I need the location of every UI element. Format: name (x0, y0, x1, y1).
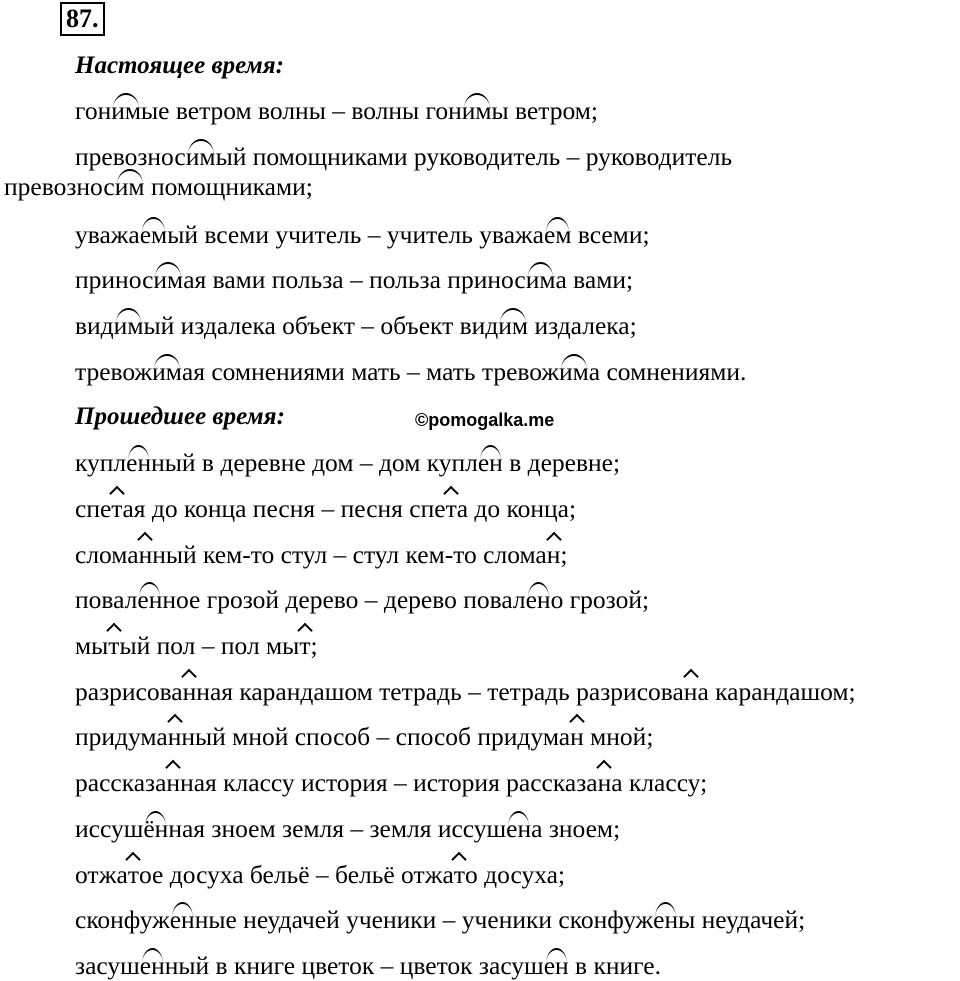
suffix-mark: т (108, 631, 120, 660)
suffix-mark: им (185, 142, 216, 171)
suffix-mark: им (111, 96, 142, 125)
suffix-mark: ен (139, 951, 165, 980)
suffix-mark: н (546, 540, 561, 569)
present-line: уважаемый всеми учитель – учитель уважаем всеми; (75, 220, 650, 249)
suffix-mark: им (113, 311, 144, 340)
present-line: гонимые ветром волны – волны гонимы ветром; (75, 96, 598, 125)
suffix-mark: ен (169, 905, 195, 934)
suffix-mark: ен (506, 814, 532, 843)
present-line: видимый издалека объект – объект видим издалека; (75, 311, 637, 340)
suffix-mark: ен (525, 585, 551, 614)
past-line: рассказанная классу история – история рассказана классу; (75, 768, 708, 797)
suffix-mark: т (453, 860, 466, 889)
suffix-mark: т (299, 631, 311, 660)
suffix-mark: н (167, 722, 182, 751)
suffix-mark: им (525, 265, 556, 294)
past-tense-heading: Прошедшее время: (75, 403, 285, 430)
suffix-mark: им (559, 357, 589, 386)
suffix-mark: им (498, 311, 529, 340)
suffix-mark: н (182, 677, 197, 706)
past-line: купленный в деревне дом – дом куплен в деревне; (75, 448, 621, 477)
past-line: придуманный мной способ – способ придуман мной; (75, 722, 654, 751)
present-tense-heading: Настоящее время: (75, 52, 284, 79)
present-line-continuation: превозносим помощниками; (4, 172, 313, 201)
suffix-mark: ен (653, 905, 679, 934)
suffix-mark: т (445, 494, 457, 523)
suffix-mark: н (166, 768, 181, 797)
past-line: спетая до конца песня – песня спета до конца; (75, 494, 577, 523)
present-line: приносимая вами польза – польза приносима вами; (75, 265, 634, 294)
suffix-mark: им (461, 96, 492, 125)
suffix-mark: им (152, 357, 182, 386)
past-line: мытый пол – пол мыт; (75, 631, 318, 660)
suffix-mark: н (683, 677, 698, 706)
suffix-mark: н (597, 768, 612, 797)
past-line: сконфуженные неудачей ученики – ученики сконфужены неудачей; (75, 905, 806, 934)
past-line: поваленное грозой дерево – дерево повалено грозой; (75, 585, 650, 614)
suffix-mark: т (111, 494, 123, 523)
present-line: тревожимая сомнениями мать – мать тревожима сомнениями. (75, 357, 747, 386)
suffix-mark: ен (137, 585, 163, 614)
past-line: отжатое досуха бельё – бельё отжато досуха; (75, 860, 566, 889)
suffix-mark: н (570, 722, 584, 751)
suffix-mark: ён (143, 814, 169, 843)
suffix-mark: им (153, 265, 184, 294)
suffix-mark: ем (139, 220, 168, 249)
suffix-mark: ен (477, 448, 503, 477)
suffix-mark: ен (126, 448, 152, 477)
past-line: сломанный кем-то стул – стул кем-то сломан; (75, 540, 568, 569)
past-line: иссушённая зноем земля – земля иссушена зноем; (75, 814, 621, 843)
present-line: превозносимый помощниками руководитель – руководитель (75, 142, 733, 171)
exercise-number: 87. (60, 2, 105, 36)
suffix-mark: ем (544, 220, 572, 249)
watermark: ©pomogalka.me (415, 410, 555, 430)
suffix-mark: н (138, 540, 153, 569)
suffix-mark: ен (543, 951, 569, 980)
past-line: засушенный в книге цветок – цветок засушен в книге. (75, 951, 661, 980)
suffix-mark: т (127, 860, 139, 889)
past-line: разрисованная карандашом тетрадь – тетрадь разрисована карандашом; (75, 677, 856, 706)
suffix-mark: им (114, 172, 145, 201)
